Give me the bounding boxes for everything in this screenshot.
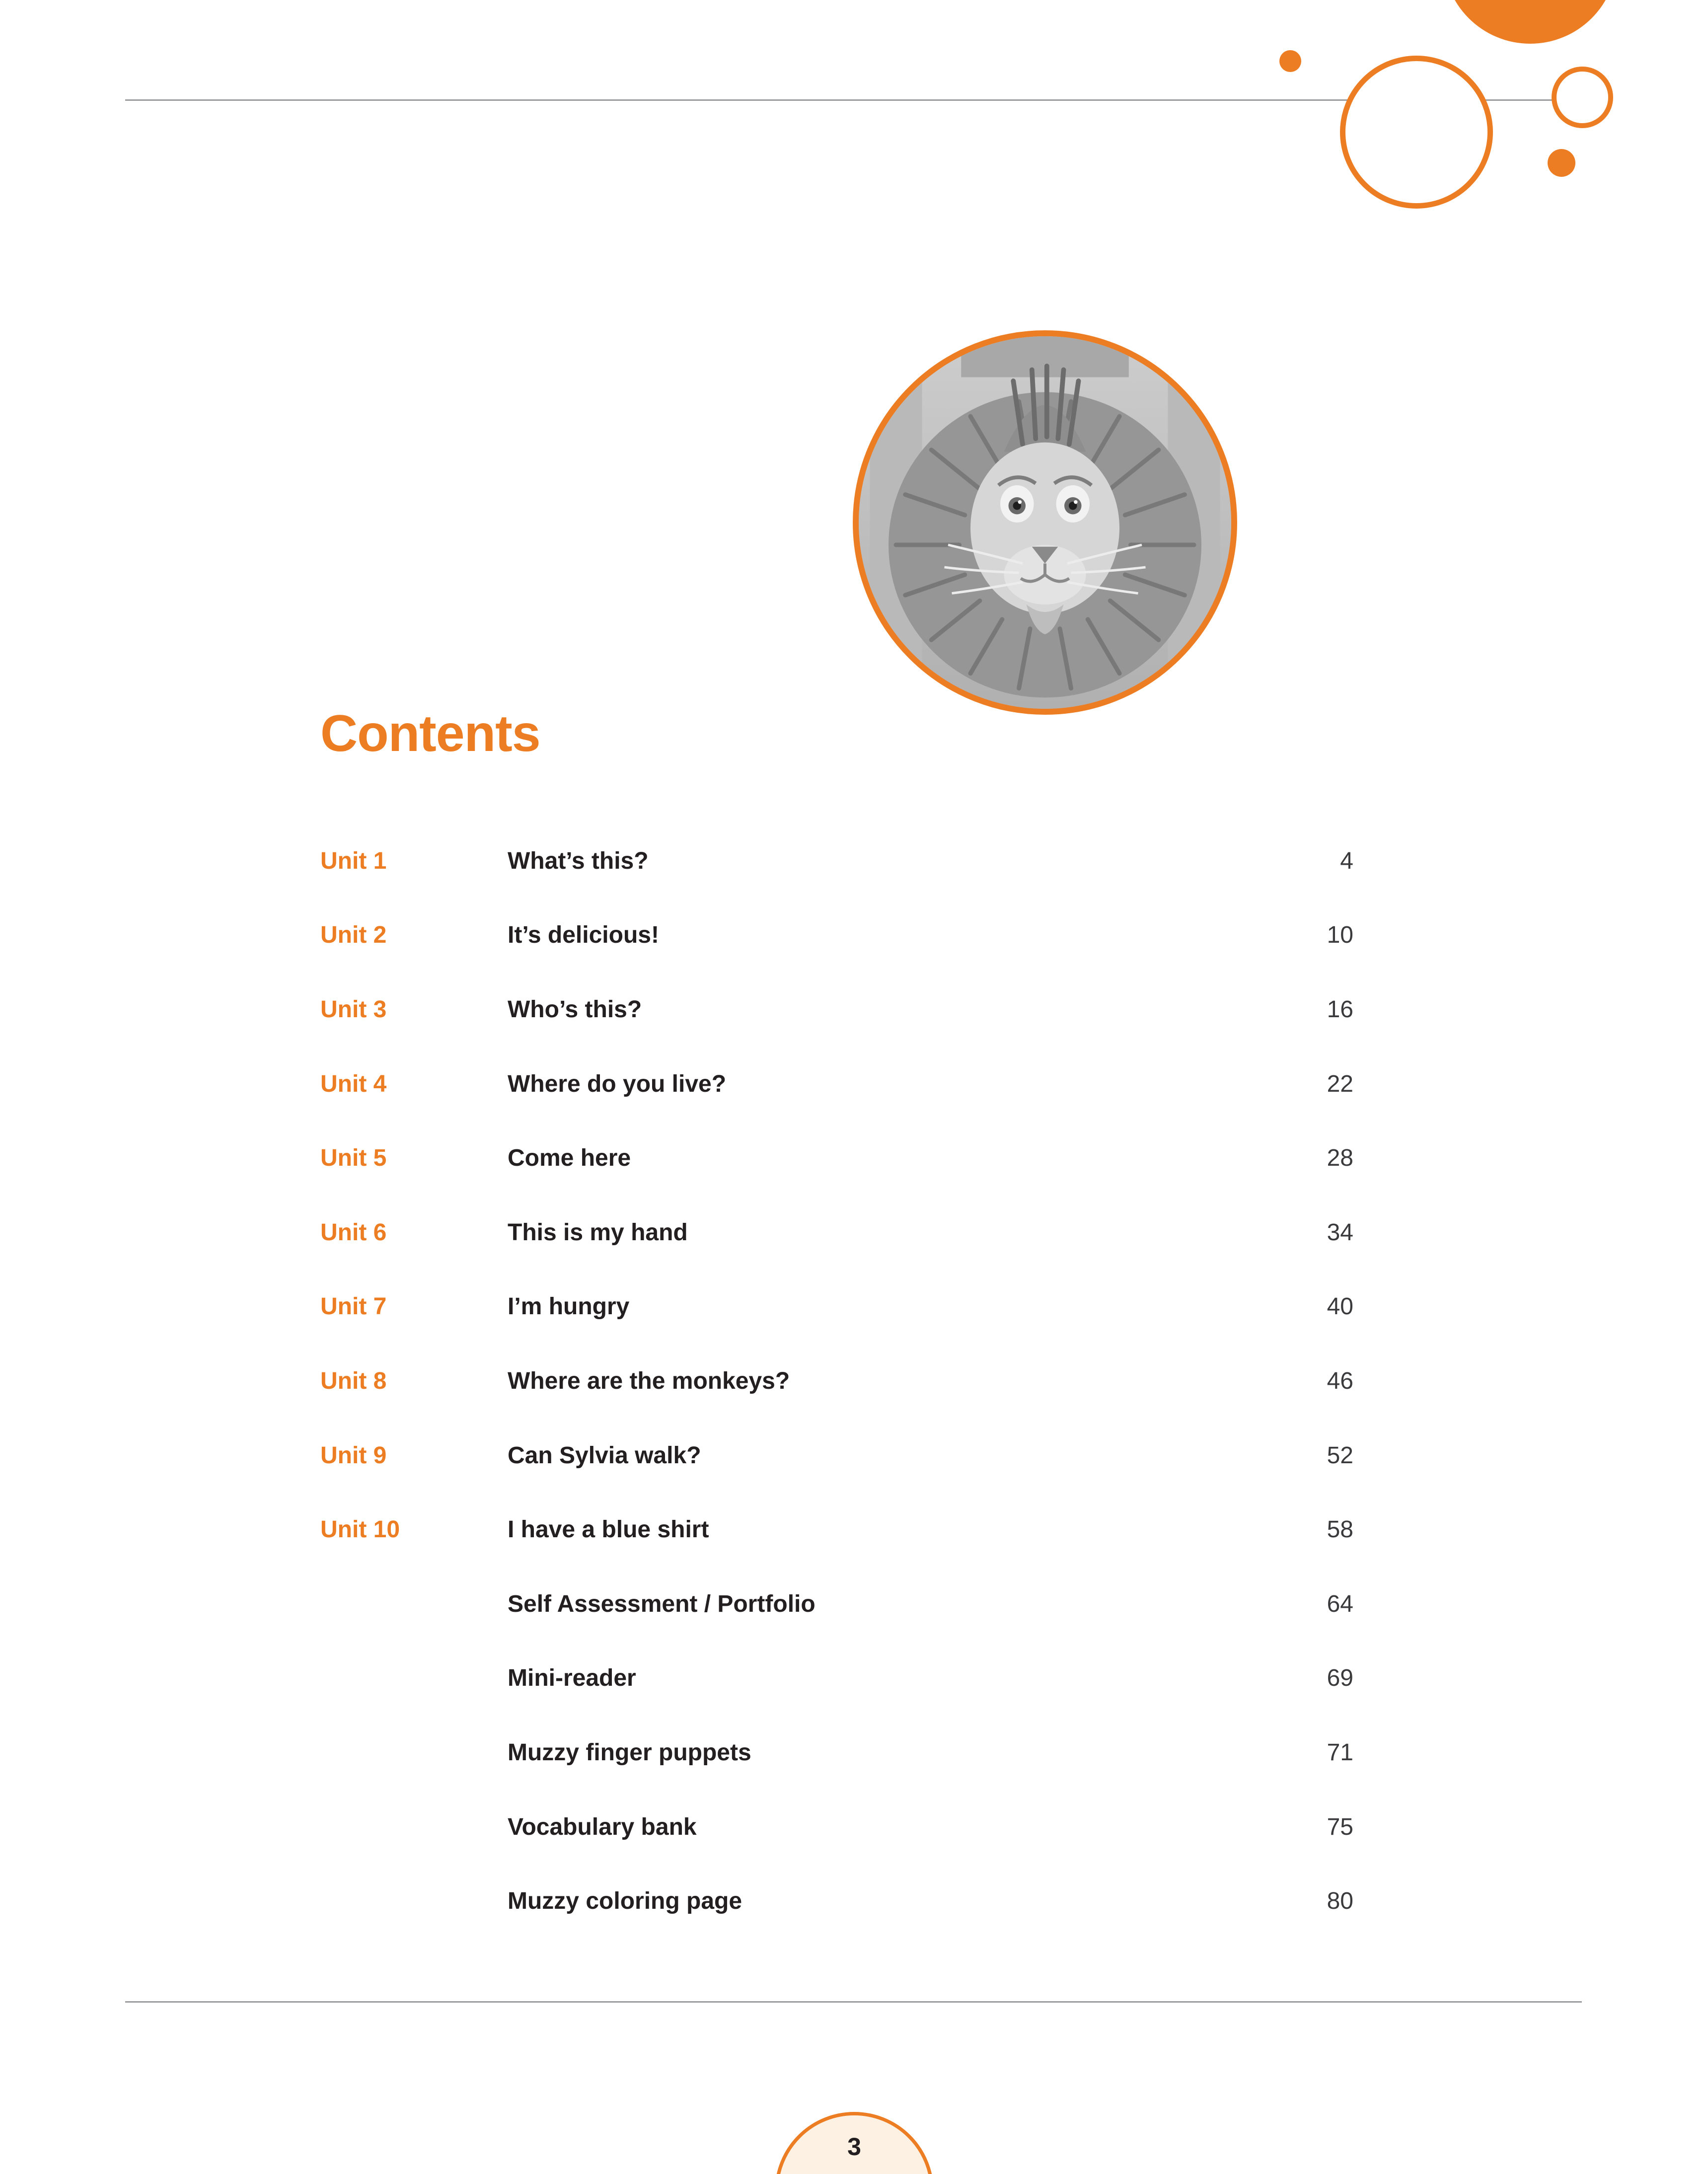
unit-title: Come here <box>508 1145 631 1172</box>
toc-row <box>320 1196 1353 1270</box>
unit-title: This is my hand <box>508 1219 688 1246</box>
decorative-circle-outline-small <box>1552 67 1613 128</box>
unit-label: Unit 10 <box>320 1516 400 1543</box>
unit-page-number: 40 <box>1327 1293 1353 1320</box>
unit-title: Self Assessment / Portfolio <box>508 1590 816 1617</box>
toc-row <box>320 1716 1353 1790</box>
unit-title: Who’s this? <box>508 996 642 1023</box>
unit-label: Unit 8 <box>320 1367 387 1394</box>
unit-page-number: 34 <box>1327 1219 1353 1246</box>
unit-title: Muzzy finger puppets <box>508 1739 751 1766</box>
toc-row <box>320 899 1353 973</box>
unit-label: Unit 2 <box>320 922 387 949</box>
toc-row <box>320 973 1353 1047</box>
unit-title: Where do you live? <box>508 1070 727 1097</box>
unit-title: Vocabulary bank <box>508 1813 697 1840</box>
unit-label: Unit 3 <box>320 996 387 1023</box>
unit-page-number: 16 <box>1327 996 1353 1023</box>
unit-page-number: 28 <box>1327 1145 1353 1172</box>
toc-row <box>320 1344 1353 1419</box>
unit-label: Unit 9 <box>320 1442 387 1469</box>
toc-row <box>320 1642 1353 1716</box>
toc-row <box>320 1419 1353 1493</box>
unit-page-number: 69 <box>1327 1665 1353 1692</box>
unit-page-number: 46 <box>1327 1367 1353 1394</box>
toc-row <box>320 1567 1353 1642</box>
unit-page-number: 52 <box>1327 1442 1353 1469</box>
unit-page-number: 71 <box>1327 1739 1353 1766</box>
bottom-divider-line <box>125 2001 1582 2003</box>
toc-row <box>320 1864 1353 1939</box>
unit-title: What’s this? <box>508 847 649 874</box>
unit-label: Unit 7 <box>320 1293 387 1320</box>
unit-page-number: 75 <box>1327 1813 1353 1840</box>
page-title: Contents <box>320 705 540 762</box>
toc-row <box>320 1047 1353 1122</box>
unit-label: Unit 4 <box>320 1070 387 1097</box>
unit-title: Where are the monkeys? <box>508 1367 790 1394</box>
unit-title: I’m hungry <box>508 1293 630 1320</box>
table-of-contents <box>320 824 1353 1939</box>
toc-row <box>320 1121 1353 1196</box>
unit-page-number: 22 <box>1327 1070 1353 1097</box>
decorative-circle-filled-large <box>1443 0 1617 44</box>
unit-label: Unit 6 <box>320 1219 387 1246</box>
unit-page-number: 4 <box>1340 847 1353 874</box>
unit-title: I have a blue shirt <box>508 1516 709 1543</box>
unit-title: Muzzy coloring page <box>508 1888 743 1915</box>
unit-title: It’s delicious! <box>508 922 659 949</box>
unit-label: Unit 1 <box>320 847 387 874</box>
toc-row <box>320 1493 1353 1567</box>
lion-illustration <box>859 336 1231 709</box>
page-number: 3 <box>847 2133 861 2161</box>
toc-row <box>320 1790 1353 1865</box>
toc-row <box>320 824 1353 899</box>
unit-page-number: 10 <box>1327 922 1353 949</box>
lion-photo <box>853 330 1237 715</box>
unit-page-number: 64 <box>1327 1590 1353 1617</box>
decorative-circle-outline-large <box>1340 56 1493 209</box>
decorative-dot-lower <box>1548 149 1575 177</box>
unit-page-number: 80 <box>1327 1888 1353 1915</box>
unit-title: Mini-reader <box>508 1665 636 1692</box>
decorative-dot-left <box>1279 50 1301 72</box>
unit-page-number: 58 <box>1327 1516 1353 1543</box>
unit-title: Can Sylvia walk? <box>508 1442 701 1469</box>
page-number-badge <box>775 2112 934 2174</box>
unit-label: Unit 5 <box>320 1145 387 1172</box>
toc-row <box>320 1270 1353 1345</box>
